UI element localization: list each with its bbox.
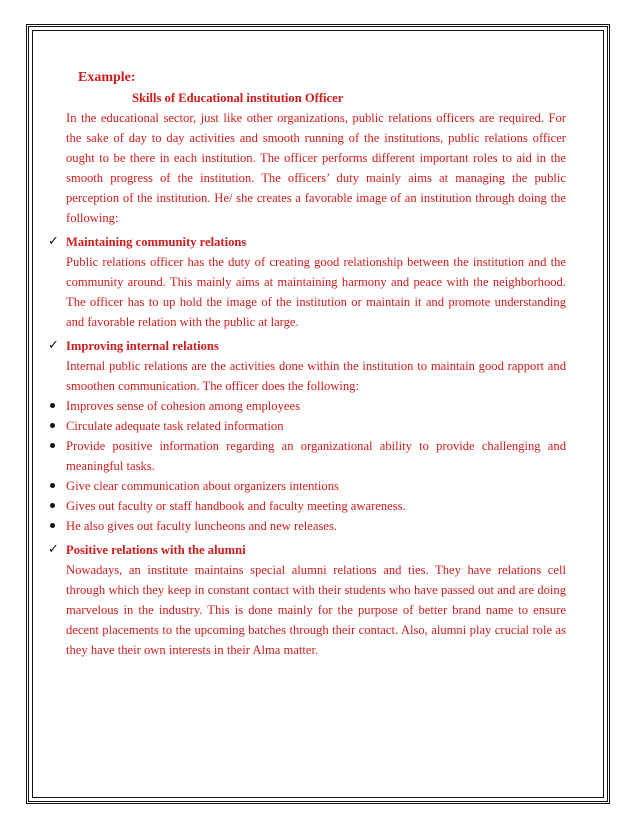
section-heading-community: [48, 232, 566, 252]
checkmark-icon: ✓: [48, 338, 59, 353]
list-item: [48, 396, 566, 416]
bullet-icon: [50, 483, 55, 488]
bullet-icon: [50, 443, 55, 448]
list-item: [48, 416, 566, 436]
section-body-internal: Internal public relations are the activities done within the institution to maintain good rapport and smoothen communication. The officer does the following:: [66, 359, 566, 393]
intro-paragraph: In the educational sector, just like other organizations, public relations officers are required. For the sake of day to day activities and smooth running of the institutions, public relations officer ought to be there in each institution. The officer performs different important roles to aid in the smooth progress of the institution. The officers’ duty mainly aims at managing the public perception of the institution. He/ she creates a favorable image of an institution through doing the following:: [66, 111, 566, 225]
document-title: Skills of Educational institution Officer: [132, 91, 344, 105]
section-heading-internal: [48, 336, 566, 356]
list-item: [48, 496, 566, 516]
section-body-alumni: Nowadays, an institute maintains special alumni relations and ties. They have relations cell through which they keep in constant contact with their students who have passed out and are doing marvelous in the industry. This is done mainly for the purpose of better brand name to ensure decent placements to the upcoming batches through their contact. Also, alumni play crucial role as they have their own interests in their Alma matter.: [66, 563, 566, 657]
section-heading-text: Maintaining community relations: [66, 235, 247, 249]
list-item-text: Provide positive information regarding an organizational ability to provide challenging and meaningful tasks.: [66, 439, 566, 473]
checkmark-icon: ✓: [48, 234, 59, 249]
list-item-text: Gives out faculty or staff handbook and faculty meeting awareness.: [66, 499, 406, 513]
section-heading-text: Improving internal relations: [66, 339, 219, 353]
internal-relations-list: [48, 396, 566, 536]
checkmark-icon: ✓: [48, 542, 59, 557]
section-body-community: Public relations officer has the duty of creating good relationship between the institution and the community around. This mainly aims at maintaining harmony and peace with the neighborhood. The officer has to up hold the image of the institution or maintain it and promote understanding and favorable relation with the public at large.: [66, 255, 566, 329]
section-heading-alumni: [48, 540, 566, 560]
bullet-icon: [50, 423, 55, 428]
bullet-icon: [50, 523, 55, 528]
bullet-icon: [50, 403, 55, 408]
section-heading-text: Positive relations with the alumni: [66, 543, 246, 557]
example-label: Example:: [78, 70, 136, 85]
list-item-text: Circulate adequate task related information: [66, 419, 284, 433]
list-item: [48, 516, 566, 536]
list-item-text: Give clear communication about organizers intentions: [66, 479, 339, 493]
document-body: [48, 68, 566, 660]
list-item: [48, 436, 566, 476]
bullet-icon: [50, 503, 55, 508]
list-item-text: Improves sense of cohesion among employees: [66, 399, 300, 413]
list-item: [48, 476, 566, 496]
list-item-text: He also gives out faculty luncheons and new releases.: [66, 519, 338, 533]
